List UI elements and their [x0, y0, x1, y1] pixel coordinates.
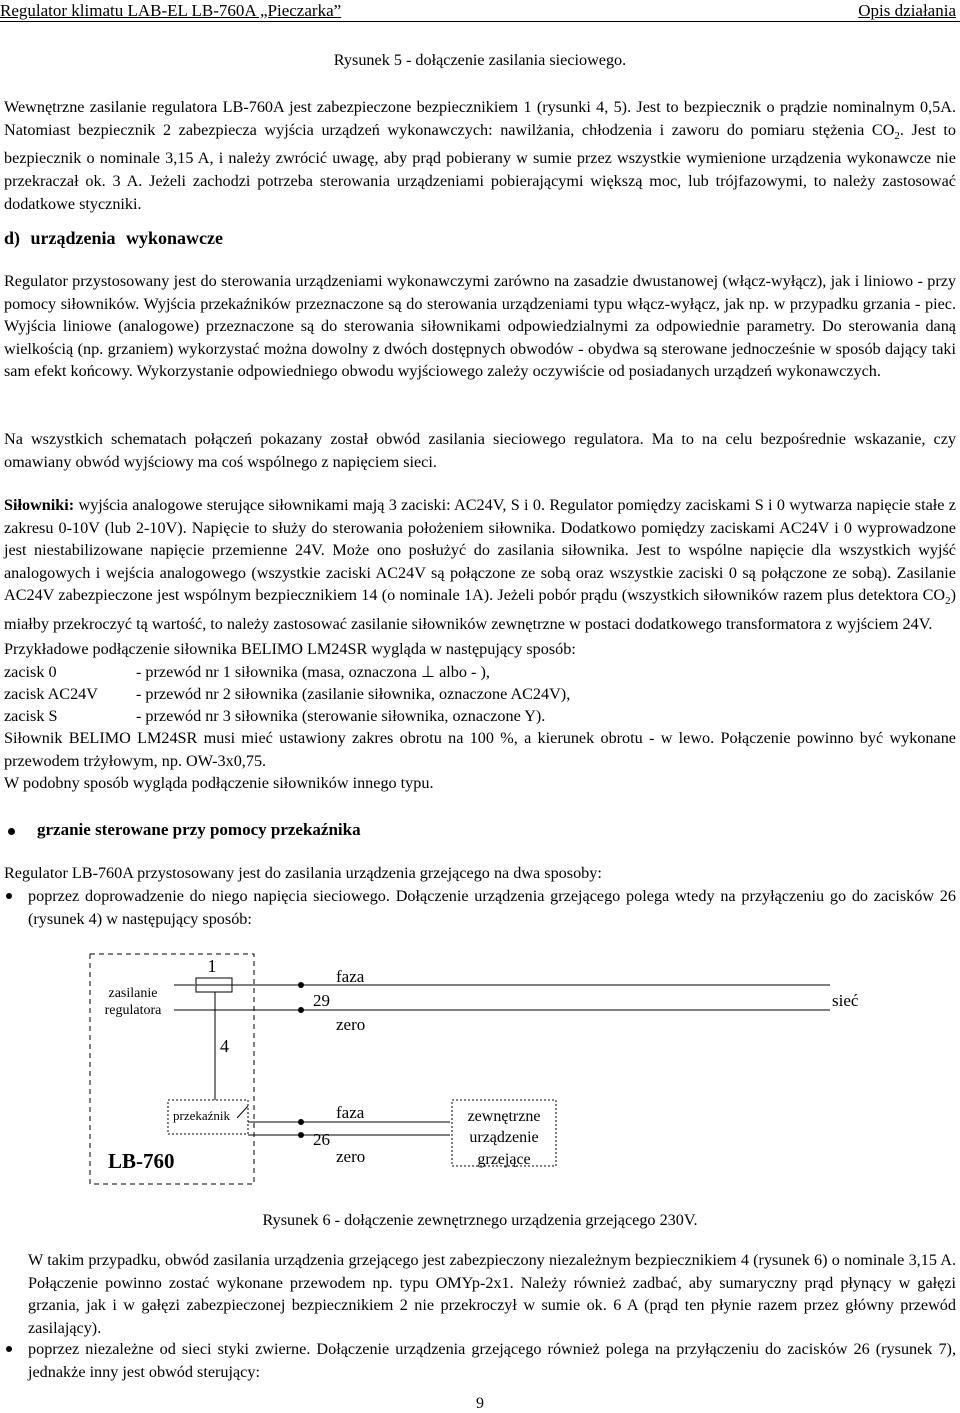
- co2-subscript: 2: [894, 129, 900, 142]
- header-rule: [0, 21, 960, 22]
- connection-desc: - przewód nr 1 siłownika (masa, oznaczona ⊥ albo - ),: [136, 663, 490, 681]
- bullet-icon: [8, 828, 15, 835]
- bullet-mains-supply: poprzez doprowadzenie do niego napięcia sieciowego. Dołączenie urządzenia grzejącego polega wtedy na przyłączeniu go do zacisków 26 (rysunek 4) w następujący sposób:: [28, 887, 956, 928]
- connection-desc: - przewód nr 2 siłownika (zasilanie siłownika, oznaczone AC24V),: [136, 685, 571, 703]
- supply-label: zasilanie: [108, 986, 158, 1001]
- paragraph-heater-fuse: W takim przypadku, obwód zasilania urządzenia grzejącego jest zabezpieczony niezależnym bezpiecznikiem 4 (rysunek 6) o nominale 3,15 A. Połączenie powinno zostać wykonane przewodem np. typu OMYp-2x1. Należy również zadbać, aby sumaryczny prąd płynący w gałęzi grzania, jak i w gałęzi zabezpieczonej bezpiecznikiem 2 nie przekroczył w sumie ok. 6 A (prąd ten płynie razem przez główny przewód zasilający).: [28, 1251, 956, 1337]
- connection-term: zacisk AC24V: [4, 685, 98, 703]
- paragraph-other-types: W podobny sposób wygląda podłączenie siłowników innego typu.: [4, 774, 434, 792]
- section-heading-d: d) urządzenia wykonawcze: [4, 228, 223, 248]
- connection-term: zacisk S: [4, 707, 58, 725]
- zero-label-bottom: zero: [336, 1147, 366, 1166]
- terminal-26-label: 26: [313, 1130, 330, 1149]
- silowniki-label: Siłowniki:: [4, 496, 75, 514]
- silowniki-text: wyjścia analogowe sterujące siłownikami mają 3 zaciski: AC24V, S i 0. Regulator pomiędzy zaciskami S i 0 wytwarza napięcie stałe z zakresu 0-10V (lub 2-10V). Napięcie to służy do sterowania położeniem siłownika. Dodatkowo pomiędzy zaciskami AC24V i 0 wyprowadzone jest niestabilizowane napięcie przemienne 24V. Może ono posłużyć do zasilania siłownika. Jest to wspólne napięcie dla wszystkich wyjść analogowych i wejścia analogowego (wszystkie zaciski AC24V są połączone ze sobą oraz wszystkie zaciski 0 są połączone ze sobą). Zasilanie AC24V zabezpieczone jest wspólnym bezpiecznikiem 14 (o nominale 1A). Jeżeli pobór prądu (wszystkich siłowników razem plus detektora CO: [4, 496, 956, 605]
- paragraph-fuses-text: Wewnętrzne zasilanie regulatora LB-760A jest zabezpieczone bezpiecznikiem 1 (rysunki 4, 5). Jest to bezpiecznik o prądzie nominalnym 0,5A. Natomiast bezpiecznik 2 zabezpiecza wyjścia urządzeń wykonawczych: nawilżania, chłodzenia i zaworu do pomiaru stężenia CO: [4, 98, 956, 139]
- heater-label: grzejące: [477, 1151, 531, 1168]
- wiring-diagram: [0, 940, 960, 1210]
- relay-contact: [237, 1106, 248, 1118]
- header-title: Regulator klimatu LAB-EL LB-760A „Pieczarka”: [0, 1, 342, 20]
- bullet-icon: [6, 893, 12, 899]
- phase-label-bottom: faza: [336, 1103, 365, 1122]
- figure-6-caption: Rysunek 6 - dołączenie zewnętrznego urządzenia grzejącego 230V.: [262, 1211, 698, 1229]
- silowniki-rest: ) miałby przekroczyć tą wartość, to należy zastosować zasilanie siłowników zewnętrzne w postaci dodatkowego transformatora z wyjściem 24V.: [4, 586, 956, 634]
- paragraph-actuators: Regulator przystosowany jest do sterowania urządzeniami wykonawczymi zarówno na zasadzie dwustanowej (włącz-wyłącz), jak i liniowo - przy pomocy siłowników. Wyjścia przekaźników przeznaczone są do sterowania urządzeniami typu włącz-wyłącz, jak np. w przypadku grzania - piec. Wyjścia liniowe (analogowe) przeznaczone są do sterowania siłownikami odpowiedzialnymi za odpowiednie parametry. Do sterowania daną wielkością (np. grzaniem) wykorzystać można dowolny z dwóch dostępnych obwodów - obydwa są sterowane jednocześnie w sposób dający taki sam efekt końcowy. Wykorzystanie odpowiedniego obwodu wyjściowego zależy oczywiście od posiadanych urządzeń wykonawczych.: [4, 272, 956, 381]
- bullet-icon: [6, 1346, 12, 1352]
- paragraph-two-ways: Regulator LB-760A przystosowany jest do zasilania urządzenia grzejącego na dwa sposoby:: [4, 864, 602, 882]
- phase-label-top: faza: [336, 967, 365, 986]
- device-label: LB-760: [108, 1149, 175, 1173]
- paragraph-fuses-rest: . Jest to bezpiecznik o nominale 3,15 A, i należy zwrócić uwagę, aby prąd pobierany w sumie przez wszystkie wymienione urządzenia wykonawcze nie przekraczał ok. 3 A. Jeżeli zachodzi potrzeba sterowania urządzeniami pobierającymi większą moc, lub trójfazowymi, to należy zastosować dodatkowe styczniki.: [4, 120, 957, 213]
- paragraph-belimo-intro: Przykładowe podłączenie siłownika BELIMO LM24SR wygląda w następujący sposób:: [4, 640, 576, 658]
- paragraph-silowniki: [4, 494, 956, 636]
- heater-label: zewnętrzne: [467, 1108, 541, 1125]
- terminal-29-label: 29: [313, 991, 330, 1010]
- supply-label: regulatora: [104, 1003, 162, 1018]
- paragraph-schematics: Na wszystkich schematach połączeń pokazany został obwód zasilania sieciowego regulatora. Ma to na celu bezpośrednie wskazanie, czy omawiany obwód wyjściowy ma coś wspólnego z napięciem sieci.: [4, 430, 956, 471]
- heater-label: urządzenie: [469, 1129, 539, 1146]
- relay-label: przekaźnik: [173, 1108, 231, 1123]
- mains-label: sieć: [832, 991, 859, 1010]
- bullet-dry-contacts: poprzez niezależne od sieci styki zwierne. Dołączenie urządzenia grzejącego również polega na przyłączeniu do zacisków 26 (rysunek 7), jednakże inny jest obwód sterujący:: [28, 1340, 956, 1381]
- section-heading-relay-heating: [4, 820, 361, 840]
- zero-label-top: zero: [336, 1015, 366, 1034]
- paragraph-belimo-settings: Siłownik BELIMO LM24SR musi mieć ustawiony zakres obrotu na 100 %, a kierunek obrotu - w lewo. Połączenie powinno być wykonane przewodem trżyłowym, np. OW-3x0,75.: [4, 729, 956, 770]
- relay-heading-text: grzanie sterowane przy pomocy przekaźnika: [37, 820, 361, 839]
- connection-term: zacisk 0: [4, 663, 57, 681]
- connection-desc: - przewód nr 3 siłownika (sterowanie siłownika, oznaczone Y).: [136, 707, 546, 725]
- co2-subscript-2: 2: [945, 595, 951, 608]
- fuse-1-label: 1: [207, 956, 217, 976]
- page-header: [0, 0, 960, 22]
- paragraph-fuses: [4, 96, 956, 215]
- page-number: 9: [476, 1395, 484, 1412]
- figure-5-caption: Rysunek 5 - dołączenie zasilania sieciowego.: [333, 51, 627, 69]
- fuse-4-label: 4: [220, 1036, 229, 1056]
- header-section: Opis działania: [858, 1, 956, 20]
